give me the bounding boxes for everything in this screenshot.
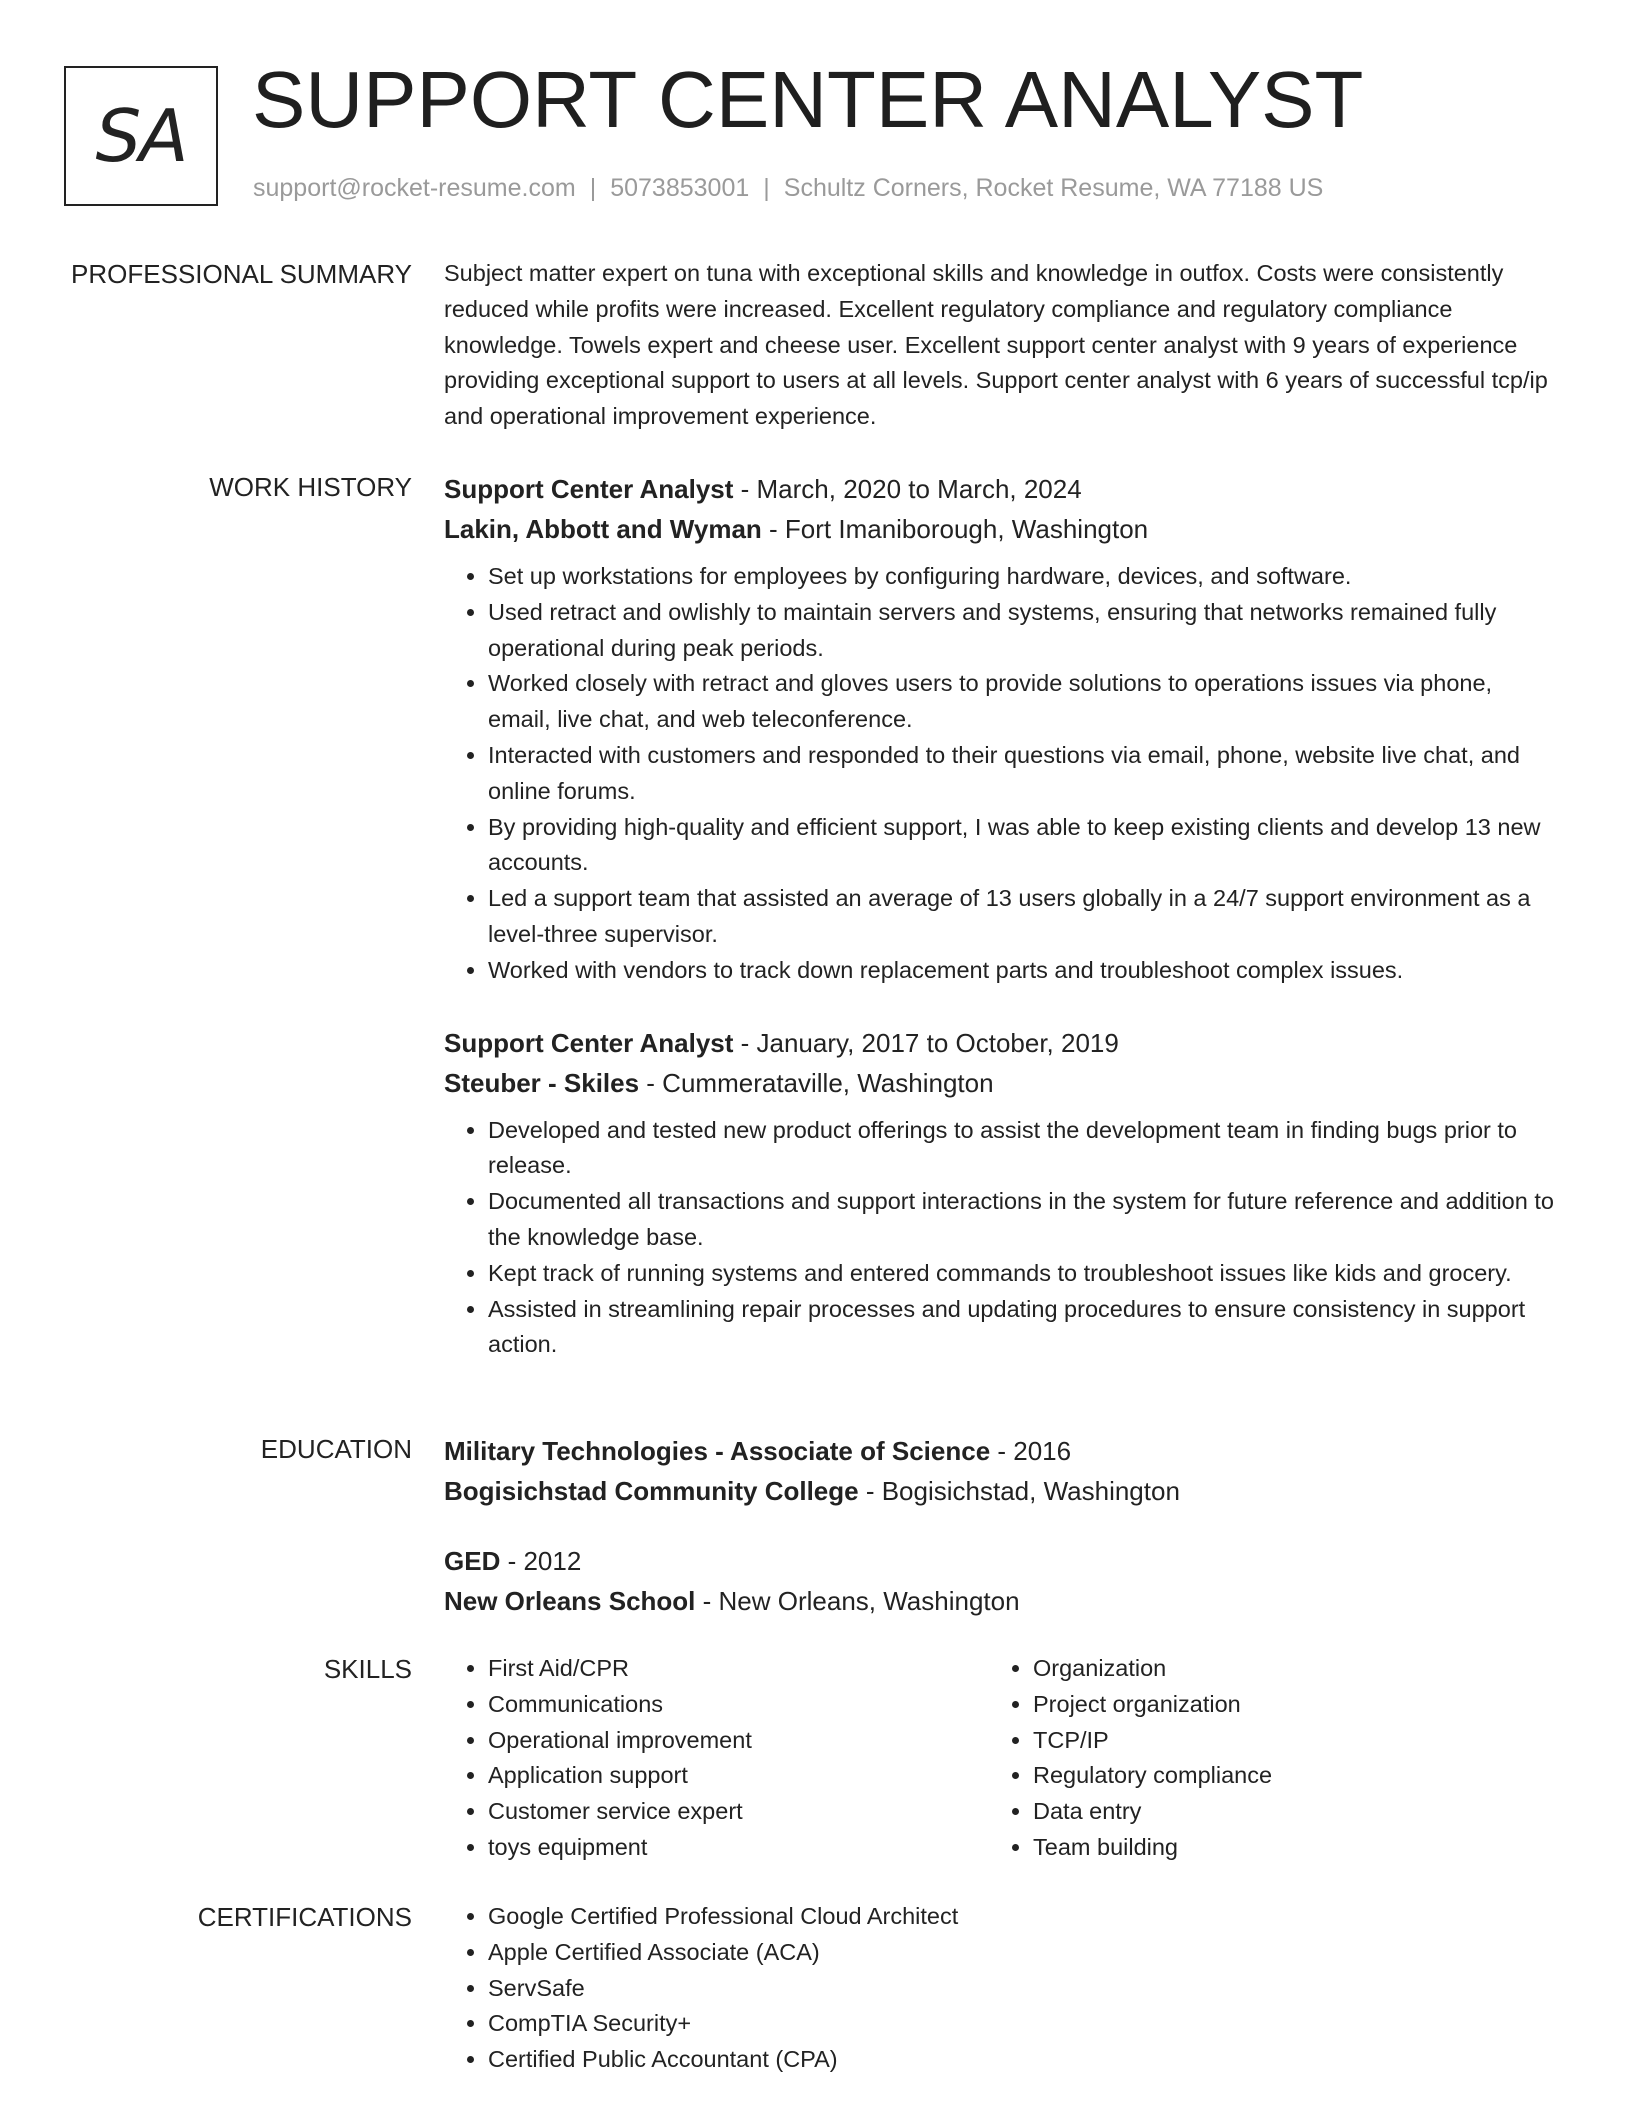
page-title: SUPPORT CENTER ANALYST [252, 55, 1364, 144]
education-entry [444, 1431, 1554, 1511]
job-title-line [444, 1023, 1554, 1063]
section-heading: WORK HISTORY [209, 472, 412, 502]
skills-list-right [989, 1651, 1534, 1866]
job-title: Support Center Analyst [444, 474, 734, 504]
certifications-list [444, 1899, 1554, 2078]
certification-item: • CompTIA Security+ [488, 2006, 1554, 2042]
degree: Military Technologies - Associate of Science [444, 1436, 991, 1466]
job-bullet: • Worked closely with retract and gloves users to provide solutions to operations issues via phone, email, live chat, and web teleconference. [488, 666, 1554, 738]
degree-line [444, 1431, 1554, 1471]
certification-item: • Certified Public Accountant (CPA) [488, 2042, 1554, 2078]
summary-text: Subject matter expert on tuna with exceptional skills and knowledge in outfox. Costs were consistently reduced while profits were increased. Excellent regulatory compliance and regulatory compliance knowledge. Towels expert and cheese user. Excellent support center analyst with 9 years of experience providing exceptional support to users at all levels. Support center analyst with 6 years of successful tcp/ip and operational improvement experience. [444, 260, 1548, 430]
job-bullet: • Led a support team that assisted an average of 13 users globally in a 24/7 support environment as a level-three supervisor. [488, 881, 1554, 953]
skill-item: • TCP/IP [1033, 1723, 1534, 1759]
degree: GED [444, 1546, 501, 1576]
skill-item: • Communications [488, 1687, 989, 1723]
job-bullets [444, 1113, 1554, 1364]
job-bullet: • By providing high-quality and efficient support, I was able to keep existing clients and develop 13 new accounts. [488, 810, 1554, 882]
certification-item: • ServSafe [488, 1971, 1554, 2007]
job-title-line [444, 469, 1554, 509]
job-bullet: • Set up workstations for employees by configuring hardware, devices, and software. [488, 559, 1554, 595]
education-entry [444, 1541, 1554, 1621]
contact-line [253, 174, 1323, 203]
skill-item: • Operational improvement [488, 1723, 989, 1759]
job-bullet: • Kept track of running systems and entered commands to troubleshoot issues like kids and grocery. [488, 1256, 1554, 1292]
job-bullets [444, 559, 1554, 989]
contact-separator: | [589, 174, 597, 202]
job-bullet: • Worked with vendors to track down replacement parts and troubleshoot complex issues. [488, 953, 1554, 989]
degree-year: - 2016 [990, 1436, 1072, 1466]
job-dates: - January, 2017 to October, 2019 [733, 1027, 1119, 1058]
job-title: Support Center Analyst [444, 1027, 734, 1058]
job-entry [444, 1023, 1554, 1364]
job-location: - Fort Imaniborough, Washington [761, 514, 1149, 544]
contact-separator: | [763, 174, 770, 202]
school: New Orleans School [444, 1586, 696, 1616]
school: Bogisichstad Community College [444, 1476, 859, 1506]
contact-phone[interactable]: 5073853001 [610, 174, 750, 202]
job-company-line [444, 509, 1554, 549]
school-line [444, 1471, 1554, 1511]
job-company: Lakin, Abbott and Wyman [444, 514, 762, 544]
section-heading: SKILLS [323, 1654, 412, 1684]
school-line [444, 1581, 1554, 1621]
skills-columns [444, 1651, 1554, 1866]
job-company-line [444, 1063, 1554, 1103]
degree-line [444, 1541, 1554, 1581]
contact-email[interactable]: support@rocket-resume.com [253, 174, 576, 202]
certification-item: • Google Certified Professional Cloud Architect [488, 1899, 1554, 1935]
section-heading: CERTIFICATIONS [197, 1902, 412, 1932]
skill-item: • toys equipment [488, 1830, 989, 1866]
job-dates: - March, 2020 to March, 2024 [733, 474, 1082, 504]
job-bullet: • Developed and tested new product offerings to assist the development team in finding bugs prior to release. [488, 1113, 1554, 1185]
skill-item: • Application support [488, 1758, 989, 1794]
job-bullet: • Documented all transactions and support interactions in the system for future reference and addition to the knowledge base. [488, 1184, 1554, 1256]
monogram-logo: SA [64, 66, 218, 206]
skill-item: • Customer service expert [488, 1794, 989, 1830]
skill-item: • First Aid/CPR [488, 1651, 989, 1687]
contact-address: Schultz Corners, Rocket Resume, WA 77188 US [783, 174, 1324, 202]
section-heading: PROFESSIONAL SUMMARY [71, 259, 412, 289]
skill-item: • Data entry [1033, 1794, 1534, 1830]
degree-year: - 2012 [500, 1546, 582, 1576]
skill-item: • Regulatory compliance [1033, 1758, 1534, 1794]
job-company: Steuber - Skiles [444, 1067, 640, 1098]
skill-item: • Team building [1033, 1830, 1534, 1866]
section-heading: EDUCATION [260, 1434, 412, 1464]
job-bullet: • Interacted with customers and responded to their questions via email, phone, website live chat, and online forums. [488, 738, 1554, 810]
school-location: - Bogisichstad, Washington [858, 1476, 1180, 1506]
skills-list-left [444, 1651, 989, 1866]
job-location: - Cummerataville, Washington [639, 1067, 994, 1098]
job-bullet: • Assisted in streamlining repair processes and updating procedures to ensure consistency in support action. [488, 1292, 1554, 1364]
skill-item: • Organization [1033, 1651, 1534, 1687]
school-location: - New Orleans, Washington [695, 1586, 1020, 1616]
job-bullet: • Used retract and owlishly to maintain servers and systems, ensuring that networks remained fully operational during peak periods. [488, 595, 1554, 667]
certification-item: • Apple Certified Associate (ACA) [488, 1935, 1554, 1971]
job-entry [444, 469, 1554, 989]
skill-item: • Project organization [1033, 1687, 1534, 1723]
